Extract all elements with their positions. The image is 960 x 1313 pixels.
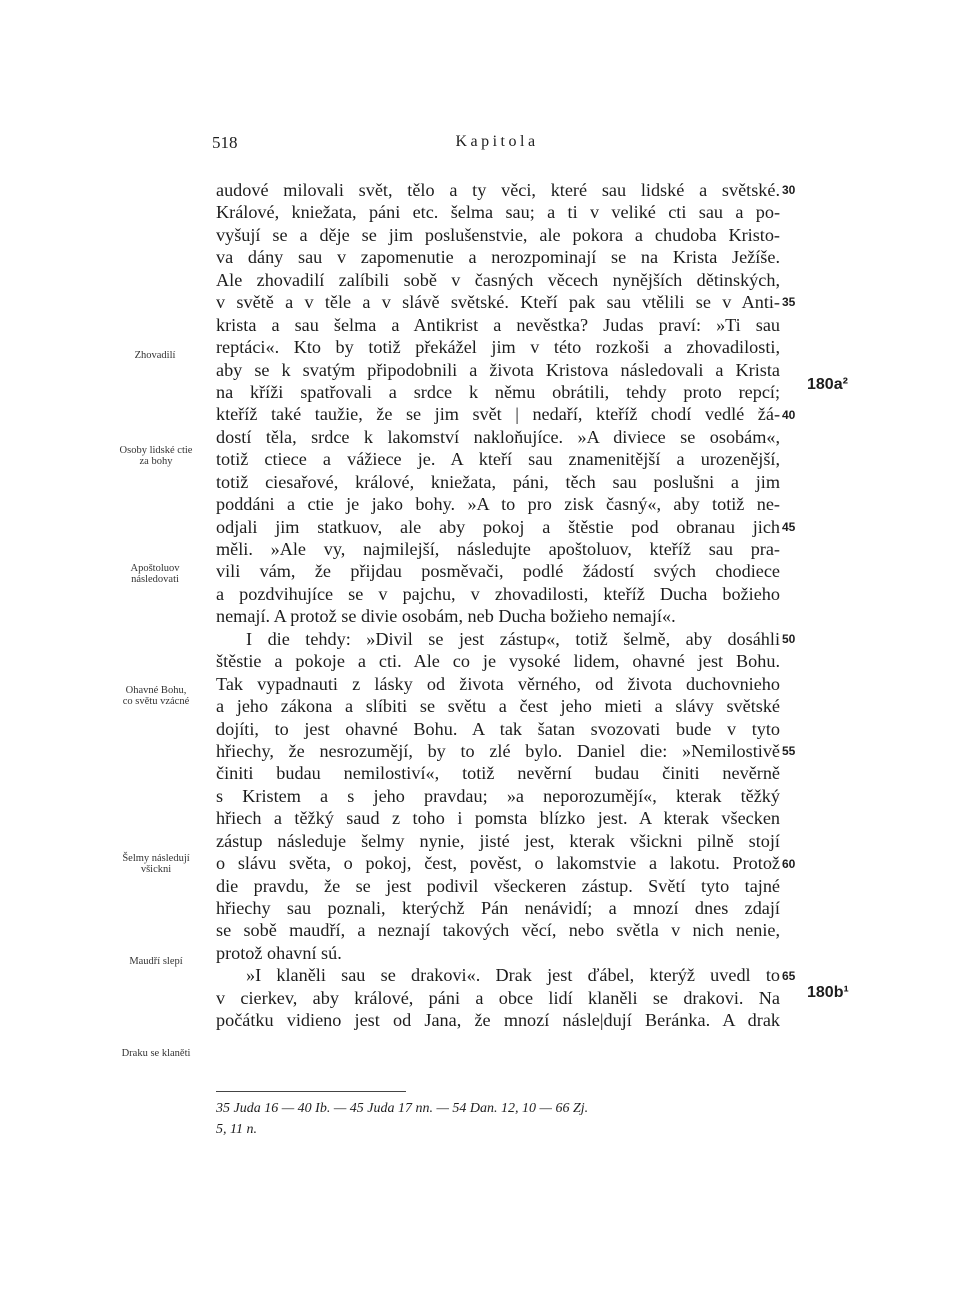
- text-line: hřiechy, že nesrozumějí, by to zlé bylo. Daniel die: »Nemilostivě: [216, 740, 780, 761]
- text-line: činiti budau nemilostiví«, totiž nevěrní budau činiti nevěrně: [216, 763, 780, 784]
- text-line: vyšují se a děje se jim poslušenstvie, ale pokora a chudoba Kristo-: [216, 224, 780, 245]
- text-line: krista a sau šelma a Antikrist a nevěstka? Judas praví: »Ti sau: [216, 314, 780, 335]
- marginal-note-line: Maudří slepí: [129, 956, 183, 967]
- text-line: aby se k svatým připodobnili a života Kristova následovali a Krista: [216, 359, 780, 380]
- text-line: dostí těla, srdce k lakomství nakloňujíce. »A diviece se osobám«,: [216, 426, 780, 447]
- text-line: se sobě maudří, a neznají takových věcí, nebo světla v nich nenie,: [216, 920, 780, 941]
- text-line: »I klaněli sau se drakovi«. Drak jest ďábel, kterýž uvedl to: [246, 965, 780, 986]
- line-number: 65: [782, 969, 796, 983]
- text-line: na kříži spatřovali a srdce k němu obrátili, tehdy proto repcí;: [216, 381, 780, 402]
- text-line: die pravdu, že se jest podivil všeckeren zástup. Světí tyto tajné: [216, 875, 780, 896]
- body-text: [216, 179, 780, 1032]
- footnote-line: 35 Juda 16 — 40 Ib. — 45 Juda 17 nn. — 54 Dan. 12, 10 — 66 Zj.: [216, 1101, 589, 1116]
- text-line: Ale zhovadilí zalíbili sobě v časných věcech nynějších dětinských,: [216, 269, 780, 290]
- line-number: 45: [782, 520, 796, 534]
- marginal-note: [100, 1048, 212, 1059]
- marginal-note-line: Ohavné Bohu,: [125, 685, 187, 696]
- folio-marker: 180a²: [807, 376, 848, 393]
- marginal-note-line: následovati: [131, 574, 179, 585]
- page-number: 518: [212, 133, 238, 152]
- text-line: v světě a v těle a v slávě světské. Kteří pak sau vtělili se v Anti-: [216, 292, 780, 313]
- text-line: kteříž také taužie, že se jim svět | nedaří, kteříž chodí vedlé žá-: [216, 404, 780, 425]
- footnote-line: 5, 11 n.: [216, 1122, 257, 1137]
- text-line: hřiech a těžký saud z toho i pomsta blízko jest. A kterak všecken: [216, 808, 780, 829]
- marginal-note-line: Draku se klaněti: [121, 1048, 191, 1059]
- text-line: protož ohavní sú.: [216, 942, 342, 963]
- text-line: štěstie a pokoje a cti. Ale co je vysoké lidem, ohavné jest Bohu.: [216, 651, 780, 672]
- text-line: totiž ctiece a vážiece je. A kteří sau znamenitější a urozenější,: [216, 449, 780, 470]
- text-line: nemají. A protož se divie osobám, neb Ducha božieho nemají«.: [216, 606, 676, 627]
- text-line: odjali jim statkuov, ale aby pokoj a štěstie pod obranau jich: [216, 516, 780, 537]
- text-line: a jeho zákona a slíbiti se světu a čest jeho mieti a slávy světské: [216, 696, 780, 717]
- text-line: I die tehdy: »Divil se jest zástup«, totiž šelmě, aby dosáhli: [246, 628, 780, 649]
- line-number: 40: [782, 408, 796, 422]
- text-line: poddáni a ctie je jako bohy. »A to pro zisk časný«, aby totiž ne-: [216, 494, 780, 515]
- text-line: Tak vypadnauti z lásky od života věrného, od života duchovnieho: [216, 673, 780, 694]
- text-line: totiž ciesařové, králové, kniežata, páni, těch sau poslušni a jim: [216, 471, 780, 492]
- line-number: 50: [782, 632, 796, 646]
- line-number: 30: [782, 183, 796, 197]
- page-header: [212, 133, 782, 155]
- text-line: vili vám, že přijdau posměvači, podlé žádostí svých chodiece: [216, 561, 780, 582]
- marginal-note-line: co světu vzácné: [122, 696, 190, 707]
- marginal-note: [100, 563, 210, 585]
- line-number: 60: [782, 857, 796, 871]
- text-line: hřiechy sau poznali, kterýchž Pán nenávidí; a mnozí dnes zdají: [216, 898, 780, 918]
- line-number: 35: [782, 295, 796, 309]
- marginal-note: [100, 685, 212, 707]
- marginal-note: [100, 853, 212, 875]
- text-line: o slávu světa, o pokoj, čest, pověst, o lakomstvie a lakotu. Protož: [216, 853, 780, 874]
- text-line: a pozdvihujíce se v pajchu, v zhovadilosti, kteříž Ducha božieho: [216, 583, 780, 604]
- text-line: dojíti, to jest ohavné Bohu. A tak šatan svozovati bude v tyto: [216, 718, 780, 739]
- marginal-note-line: Zhovadilí: [134, 350, 176, 361]
- folio-marker: 180b¹: [807, 984, 849, 1001]
- footnote-rule: [216, 1091, 406, 1092]
- text-line: zástup následuje šelmy nynie, jisté jest, kterak všickni pilně stojí: [216, 830, 780, 851]
- text-line: s Kristem a s jeho pravdau; »a neporozumějí«, kterak těžký: [216, 785, 780, 806]
- text-line: v cierkev, aby králové, páni a obce lidí klaněli se drakovi. Na: [216, 987, 780, 1008]
- line-number: 55: [782, 744, 796, 758]
- text-line: počátku vidieno jest od Jana, že mnozí násle|dují Beránka. A drak: [216, 1010, 780, 1031]
- text-line: měli. »Ale vy, najmilejší, následujte apoštoluov, kteříž sau pra-: [216, 539, 780, 559]
- marginal-note: [100, 956, 212, 967]
- text-line: audové milovali svět, tělo a ty věci, které sau lidské a světské.: [216, 180, 780, 200]
- running-title: Kapitola: [455, 133, 539, 150]
- marginal-note-line: všickni: [140, 864, 172, 875]
- marginal-note-line: Šelmy následují: [122, 853, 190, 864]
- text-line: Králové, kniežata, páni etc. šelma sau; a ti v veliké cti sau a po-: [216, 202, 780, 223]
- marginal-note: [100, 350, 210, 361]
- marginal-note-line: za bohy: [139, 456, 173, 467]
- text-line: reptáci«. Kto by totiž překážel jim v této rozkoši a zhovadilosti,: [216, 337, 780, 358]
- marginal-note: [100, 445, 212, 467]
- footnotes: [216, 1098, 780, 1140]
- text-line: va dány sau v zapomenutie a nerozpominají se na Krista Ježíše.: [216, 247, 780, 268]
- marginal-note-line: Osoby lidské ctie: [119, 445, 193, 456]
- marginal-note-line: Apoštoluov: [130, 563, 180, 574]
